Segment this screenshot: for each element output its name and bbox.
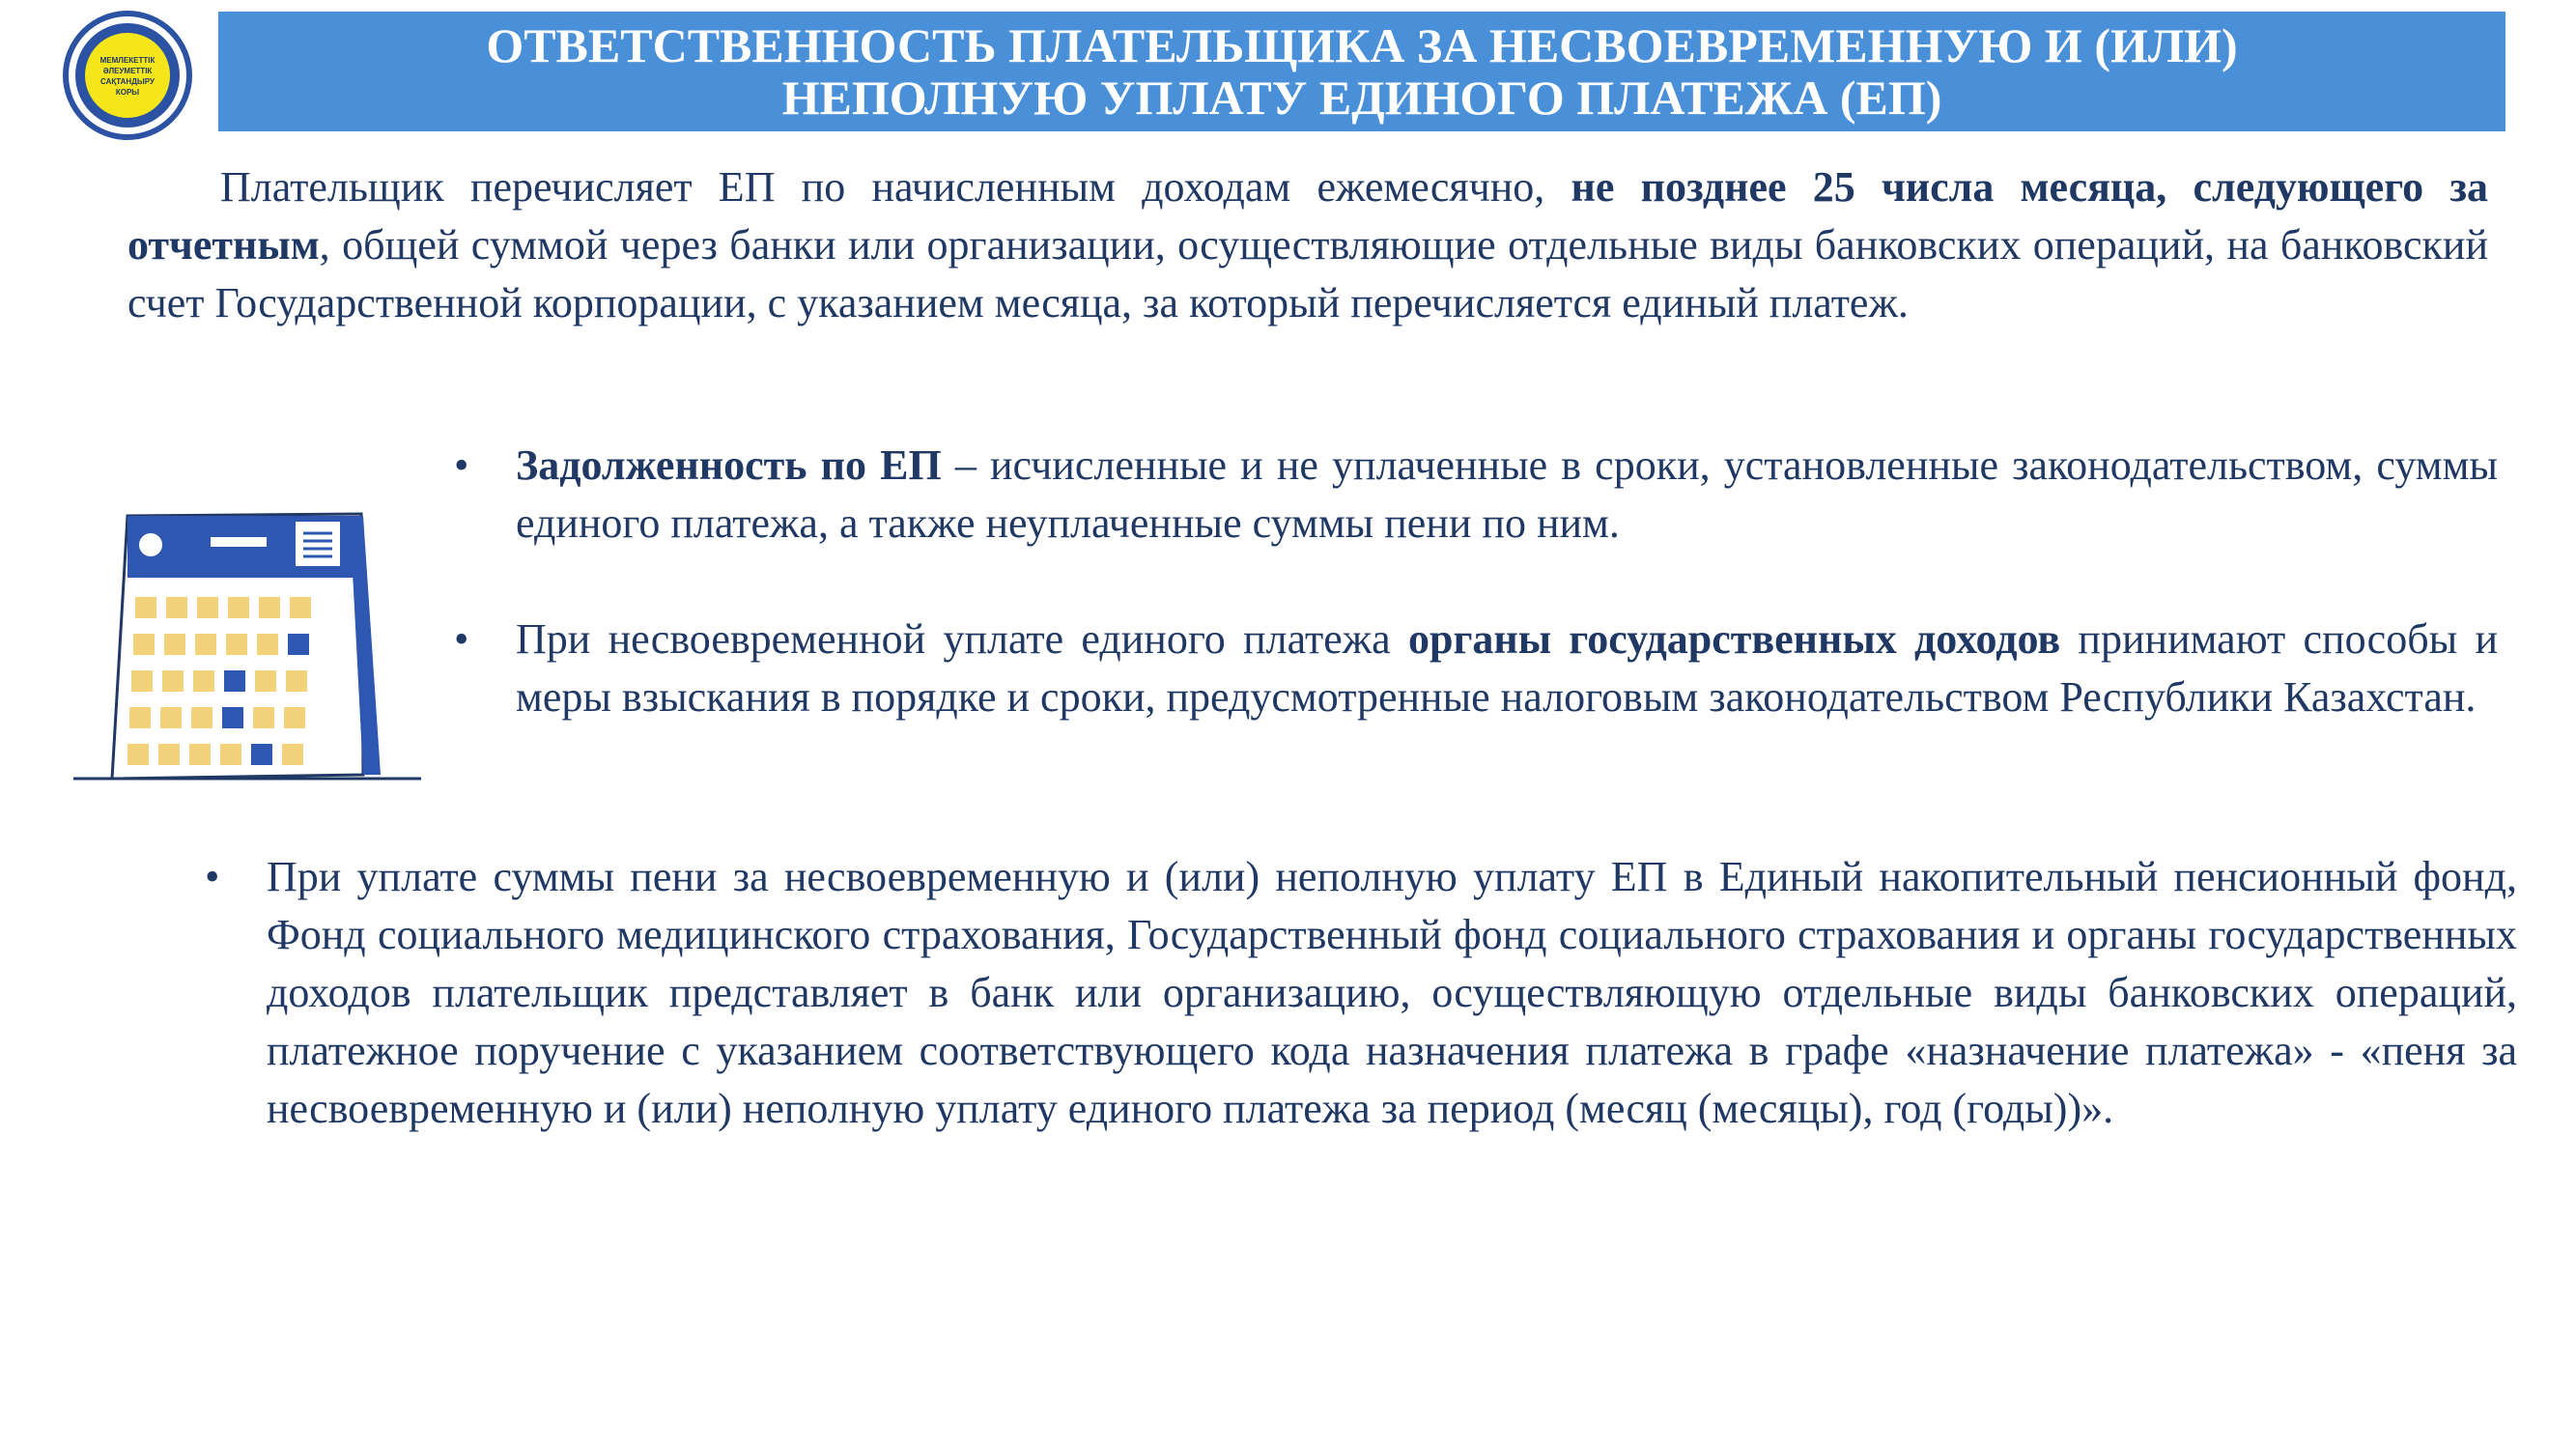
bullet-list-lower <box>197 848 2517 1138</box>
logo-text-line: САҚТАНДЫРУ <box>100 77 155 86</box>
bullet-marker: • <box>205 853 220 900</box>
intro-paragraph <box>127 158 2488 332</box>
intro-deadline: не позднее 25 числа месяца, следующего за отчетным <box>127 163 2488 269</box>
collection-text-start: При несвоевременной уплате единого платежа <box>516 615 1408 663</box>
title-line-2: НЕПОЛНУЮ УПЛАТУ ЕДИНОГО ПЛАТЕЖА (ЕП) <box>781 71 1942 125</box>
list-item <box>446 611 2498 726</box>
logo-text-line: МЕМЛЕКЕТТІК <box>99 56 156 65</box>
collection-text-end: принимают способы и меры взыскания в порядке и сроки, предусмотренные налоговым законодательством Республики Казахстан. <box>516 615 2498 721</box>
logo-text-line: КОРЫ <box>115 88 140 97</box>
list-item <box>446 437 2498 553</box>
bullet-list-upper <box>446 437 2498 726</box>
list-item <box>197 848 2517 1138</box>
organization-logo <box>62 10 193 141</box>
penalty-payment-text: При уплате суммы пени за несвоевременную и (или) неполную уплату ЕП в Единый накопительный пенсионный фонд, Фонд социального медицинского страхования, Государственный фонд социального страхования и органы государственных доходов плательщик представляет в банк или организацию, осуществляющую отдельные виды банковских операций, платежное поручение с указанием соответствующего кода назначения платежа в графе «назначение платежа» - «пеня за несвоевременную и (или) неполную уплату единого платежа за период (месяц (месяцы), год (годы))». <box>267 853 2517 1132</box>
calendar-icon <box>73 510 421 784</box>
debt-definition: – исчисленные и не уплаченные в сроки, установленные законодательством, суммы единого платежа, а также неуплаченные суммы пени по ним. <box>516 441 2498 547</box>
intro-text-start: Плательщик перечисляет ЕП по начисленным доходам ежемесячно, <box>220 163 1571 211</box>
logo-text-line: ӘЛЕУМЕТТІК <box>102 67 153 75</box>
debt-term: Задолженность по ЕП <box>516 441 942 489</box>
bullet-marker: • <box>454 615 469 663</box>
title-line-1: ОТВЕТСТВЕННОСТЬ ПЛАТЕЛЬЩИКА ЗА НЕСВОЕВРЕМЕННУЮ И (ИЛИ) <box>486 18 2238 72</box>
bullet-marker: • <box>454 441 469 489</box>
page-title <box>218 12 2505 131</box>
collection-authority: органы государственных доходов <box>1407 615 2061 663</box>
intro-text-end: , общей суммой через банки или организации, осуществляющие отдельные виды банковских операций, на банковский счет Государственной корпорации, с указанием месяца, за который перечисляется единый платеж. <box>127 221 2488 327</box>
